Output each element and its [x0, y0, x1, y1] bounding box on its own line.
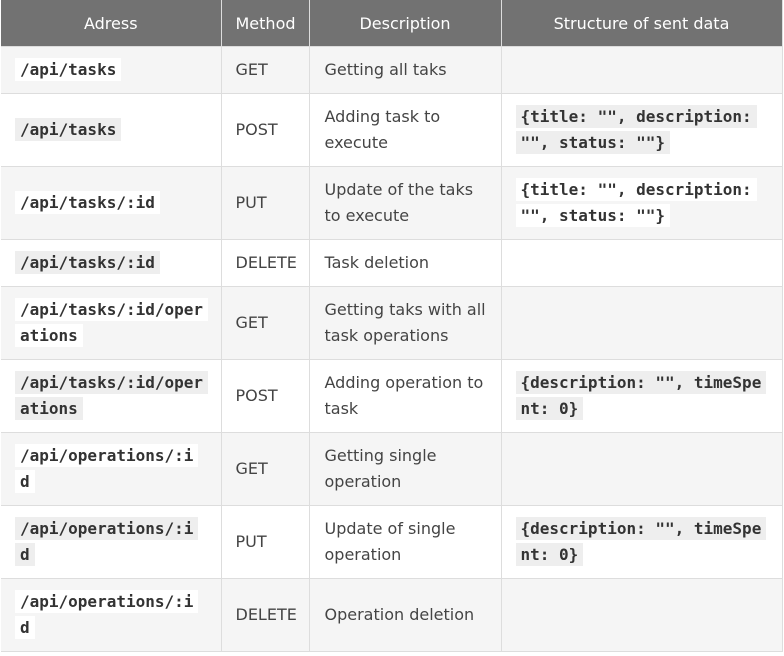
data-structure-code: {description: "", timeSpent: 0} — [516, 371, 767, 420]
address-code: /api/tasks/:id — [15, 251, 160, 274]
method-cell: DELETE — [221, 579, 309, 652]
address-cell — [1, 433, 221, 506]
table-row — [1, 506, 782, 579]
data-structure-cell — [501, 433, 782, 506]
table-row — [1, 240, 782, 287]
address-cell — [1, 167, 221, 240]
method-cell: DELETE — [221, 240, 309, 287]
address-code: /api/tasks — [15, 118, 121, 141]
method-cell: PUT — [221, 167, 309, 240]
address-cell — [1, 287, 221, 360]
method-cell: GET — [221, 433, 309, 506]
data-structure-code: {description: "", timeSpent: 0} — [516, 517, 767, 566]
table-row — [1, 287, 782, 360]
table-row — [1, 433, 782, 506]
api-endpoints-table — [1, 0, 783, 652]
data-structure-cell — [501, 47, 782, 94]
description-cell: Task deletion — [309, 240, 501, 287]
address-code: /api/operations/:id — [15, 517, 198, 566]
description-cell: Operation deletion — [309, 579, 501, 652]
data-structure-code: {title: "", description: "", status: ""} — [516, 105, 757, 154]
address-code: /api/operations/:id — [15, 590, 198, 639]
table-row — [1, 47, 782, 94]
method-cell: GET — [221, 47, 309, 94]
method-cell: PUT — [221, 506, 309, 579]
data-structure-cell — [501, 360, 782, 433]
method-cell: POST — [221, 94, 309, 167]
data-structure-cell — [501, 240, 782, 287]
data-structure-cell — [501, 287, 782, 360]
description-cell: Getting all taks — [309, 47, 501, 94]
header-structure: Structure of sent data — [501, 0, 782, 47]
description-cell: Adding task to execute — [309, 94, 501, 167]
address-cell — [1, 47, 221, 94]
address-code: /api/tasks/:id/operations — [15, 298, 208, 347]
description-cell: Adding operation to task — [309, 360, 501, 433]
address-cell — [1, 94, 221, 167]
table-row — [1, 360, 782, 433]
data-structure-cell — [501, 94, 782, 167]
data-structure-cell — [501, 506, 782, 579]
data-structure-cell — [501, 167, 782, 240]
address-code: /api/tasks/:id/operations — [15, 371, 208, 420]
address-code: /api/tasks/:id — [15, 191, 160, 214]
description-cell: Getting single operation — [309, 433, 501, 506]
table-row — [1, 94, 782, 167]
table-row — [1, 579, 782, 652]
description-cell: Update of the taks to execute — [309, 167, 501, 240]
address-code: /api/tasks — [15, 58, 121, 81]
data-structure-cell — [501, 579, 782, 652]
method-cell: POST — [221, 360, 309, 433]
header-address: Adress — [1, 0, 221, 47]
method-cell: GET — [221, 287, 309, 360]
address-code: /api/operations/:id — [15, 444, 198, 493]
address-cell — [1, 360, 221, 433]
address-cell — [1, 240, 221, 287]
header-description: Description — [309, 0, 501, 47]
table-header — [1, 0, 782, 47]
address-cell — [1, 579, 221, 652]
description-cell: Getting taks with all task operations — [309, 287, 501, 360]
address-cell — [1, 506, 221, 579]
data-structure-code: {title: "", description: "", status: ""} — [516, 178, 757, 227]
header-method: Method — [221, 0, 309, 47]
table-row — [1, 167, 782, 240]
description-cell: Update of single operation — [309, 506, 501, 579]
